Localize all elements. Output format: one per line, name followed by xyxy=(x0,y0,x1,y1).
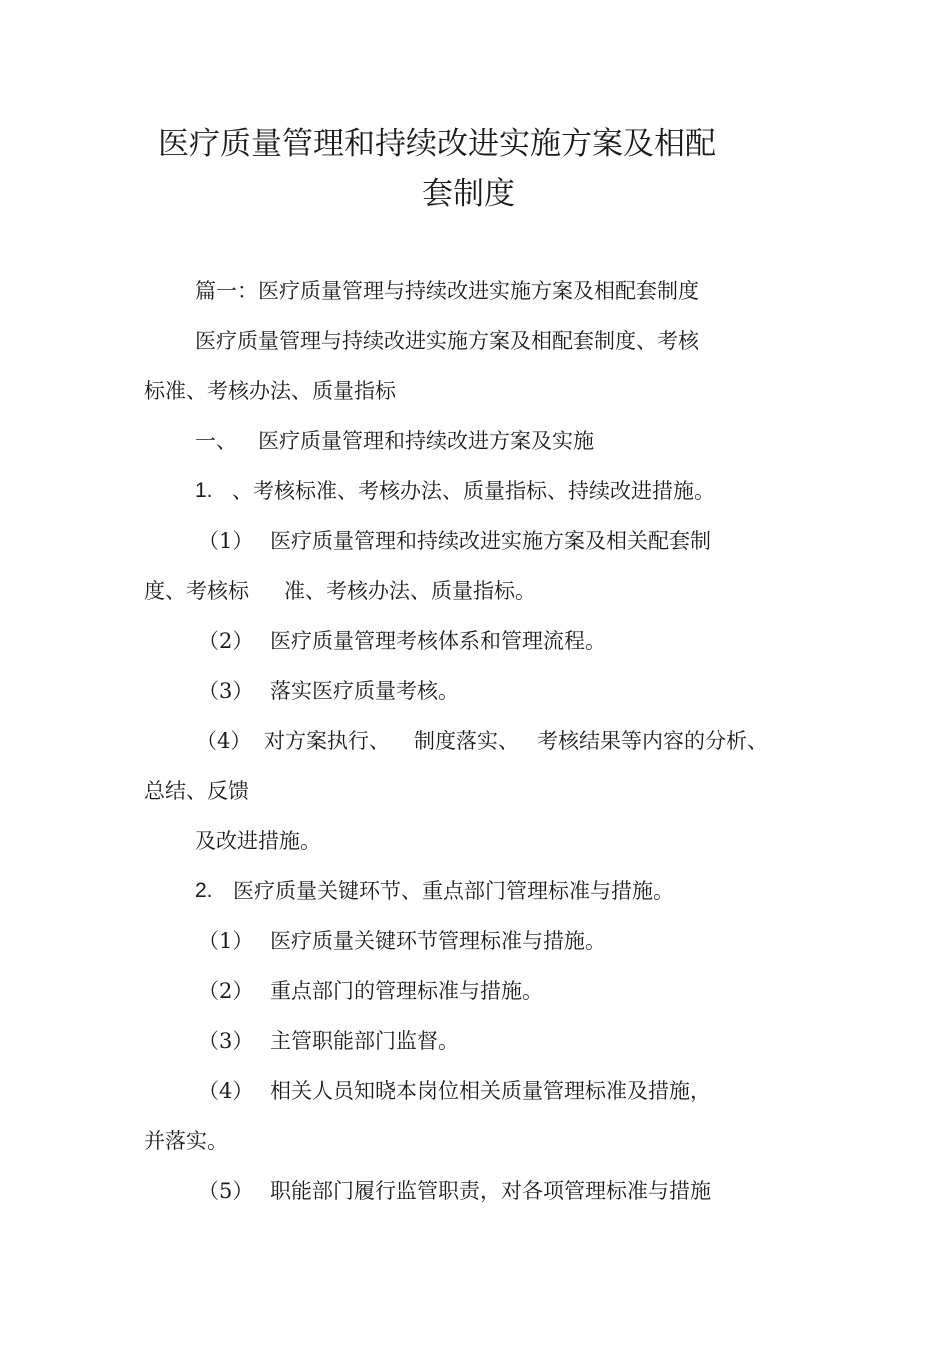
item-2-4-line-1: 相关人员知晓本岗位相关质量管理标准及措施， xyxy=(270,1079,711,1103)
item-1-4-line-3: 及改进措施。 xyxy=(195,829,321,853)
item-1-4-part-c: 考核结果等内容的分析、 xyxy=(537,729,768,753)
part-heading: 篇一：医疗质量管理与持续改进实施方案及相配套制度 xyxy=(195,279,699,303)
intro-line-2: 标准、考核办法、质量指标 xyxy=(144,379,396,403)
item-2-5-text: 职能部门履行监管职责，对各项管理标准与措施 xyxy=(270,1179,711,1203)
item-2-2-marker: （2） xyxy=(198,979,254,1003)
section-1-marker: 一、 xyxy=(195,429,237,453)
item-1-4-marker: （4） xyxy=(196,729,252,753)
document-title-line-1: 医疗质量管理和持续改进实施方案及相配 xyxy=(158,126,716,162)
item-1-1-line-2a: 度、考核标 xyxy=(144,579,249,603)
item-2-1-marker: （1） xyxy=(198,929,254,953)
item-2-3-marker: （3） xyxy=(198,1029,254,1053)
item-1-4-line-2: 总结、反馈 xyxy=(144,779,249,803)
item-1-4-part-b: 制度落实、 xyxy=(414,729,519,753)
item-2-text: 医疗质量关键环节、重点部门管理标准与措施。 xyxy=(233,879,674,903)
item-1-3-marker: （3） xyxy=(198,679,254,703)
item-2-3-text: 主管职能部门监督。 xyxy=(270,1029,459,1053)
document-title-line-2: 套制度 xyxy=(422,176,515,212)
intro-line-1: 医疗质量管理与持续改进实施方案及相配套制度、考核 xyxy=(195,329,699,353)
item-2-5-marker: （5） xyxy=(198,1179,254,1203)
item-2-1-text: 医疗质量关键环节管理标准与措施。 xyxy=(270,929,606,953)
item-2-marker: 2. xyxy=(195,879,213,902)
item-1-1-line-1: 医疗质量管理和持续改进实施方案及相关配套制 xyxy=(270,529,711,553)
item-1-text: 、考核标准、考核办法、质量指标、持续改进措施。 xyxy=(232,479,715,503)
item-1-2-text: 医疗质量管理考核体系和管理流程。 xyxy=(270,629,606,653)
item-2-2-text: 重点部门的管理标准与措施。 xyxy=(270,979,543,1003)
item-1-1-marker: （1） xyxy=(198,529,254,553)
item-1-2-marker: （2） xyxy=(198,629,254,653)
item-1-marker: 1. xyxy=(195,479,213,502)
section-1-heading: 医疗质量管理和持续改进方案及实施 xyxy=(258,429,594,453)
item-1-4-part-a: 对方案执行、 xyxy=(264,729,390,753)
item-1-1-line-2b: 准、考核办法、质量指标。 xyxy=(284,579,536,603)
item-1-3-text: 落实医疗质量考核。 xyxy=(270,679,459,703)
item-2-4-line-2: 并落实。 xyxy=(144,1129,228,1153)
item-2-4-marker: （4） xyxy=(198,1079,254,1103)
